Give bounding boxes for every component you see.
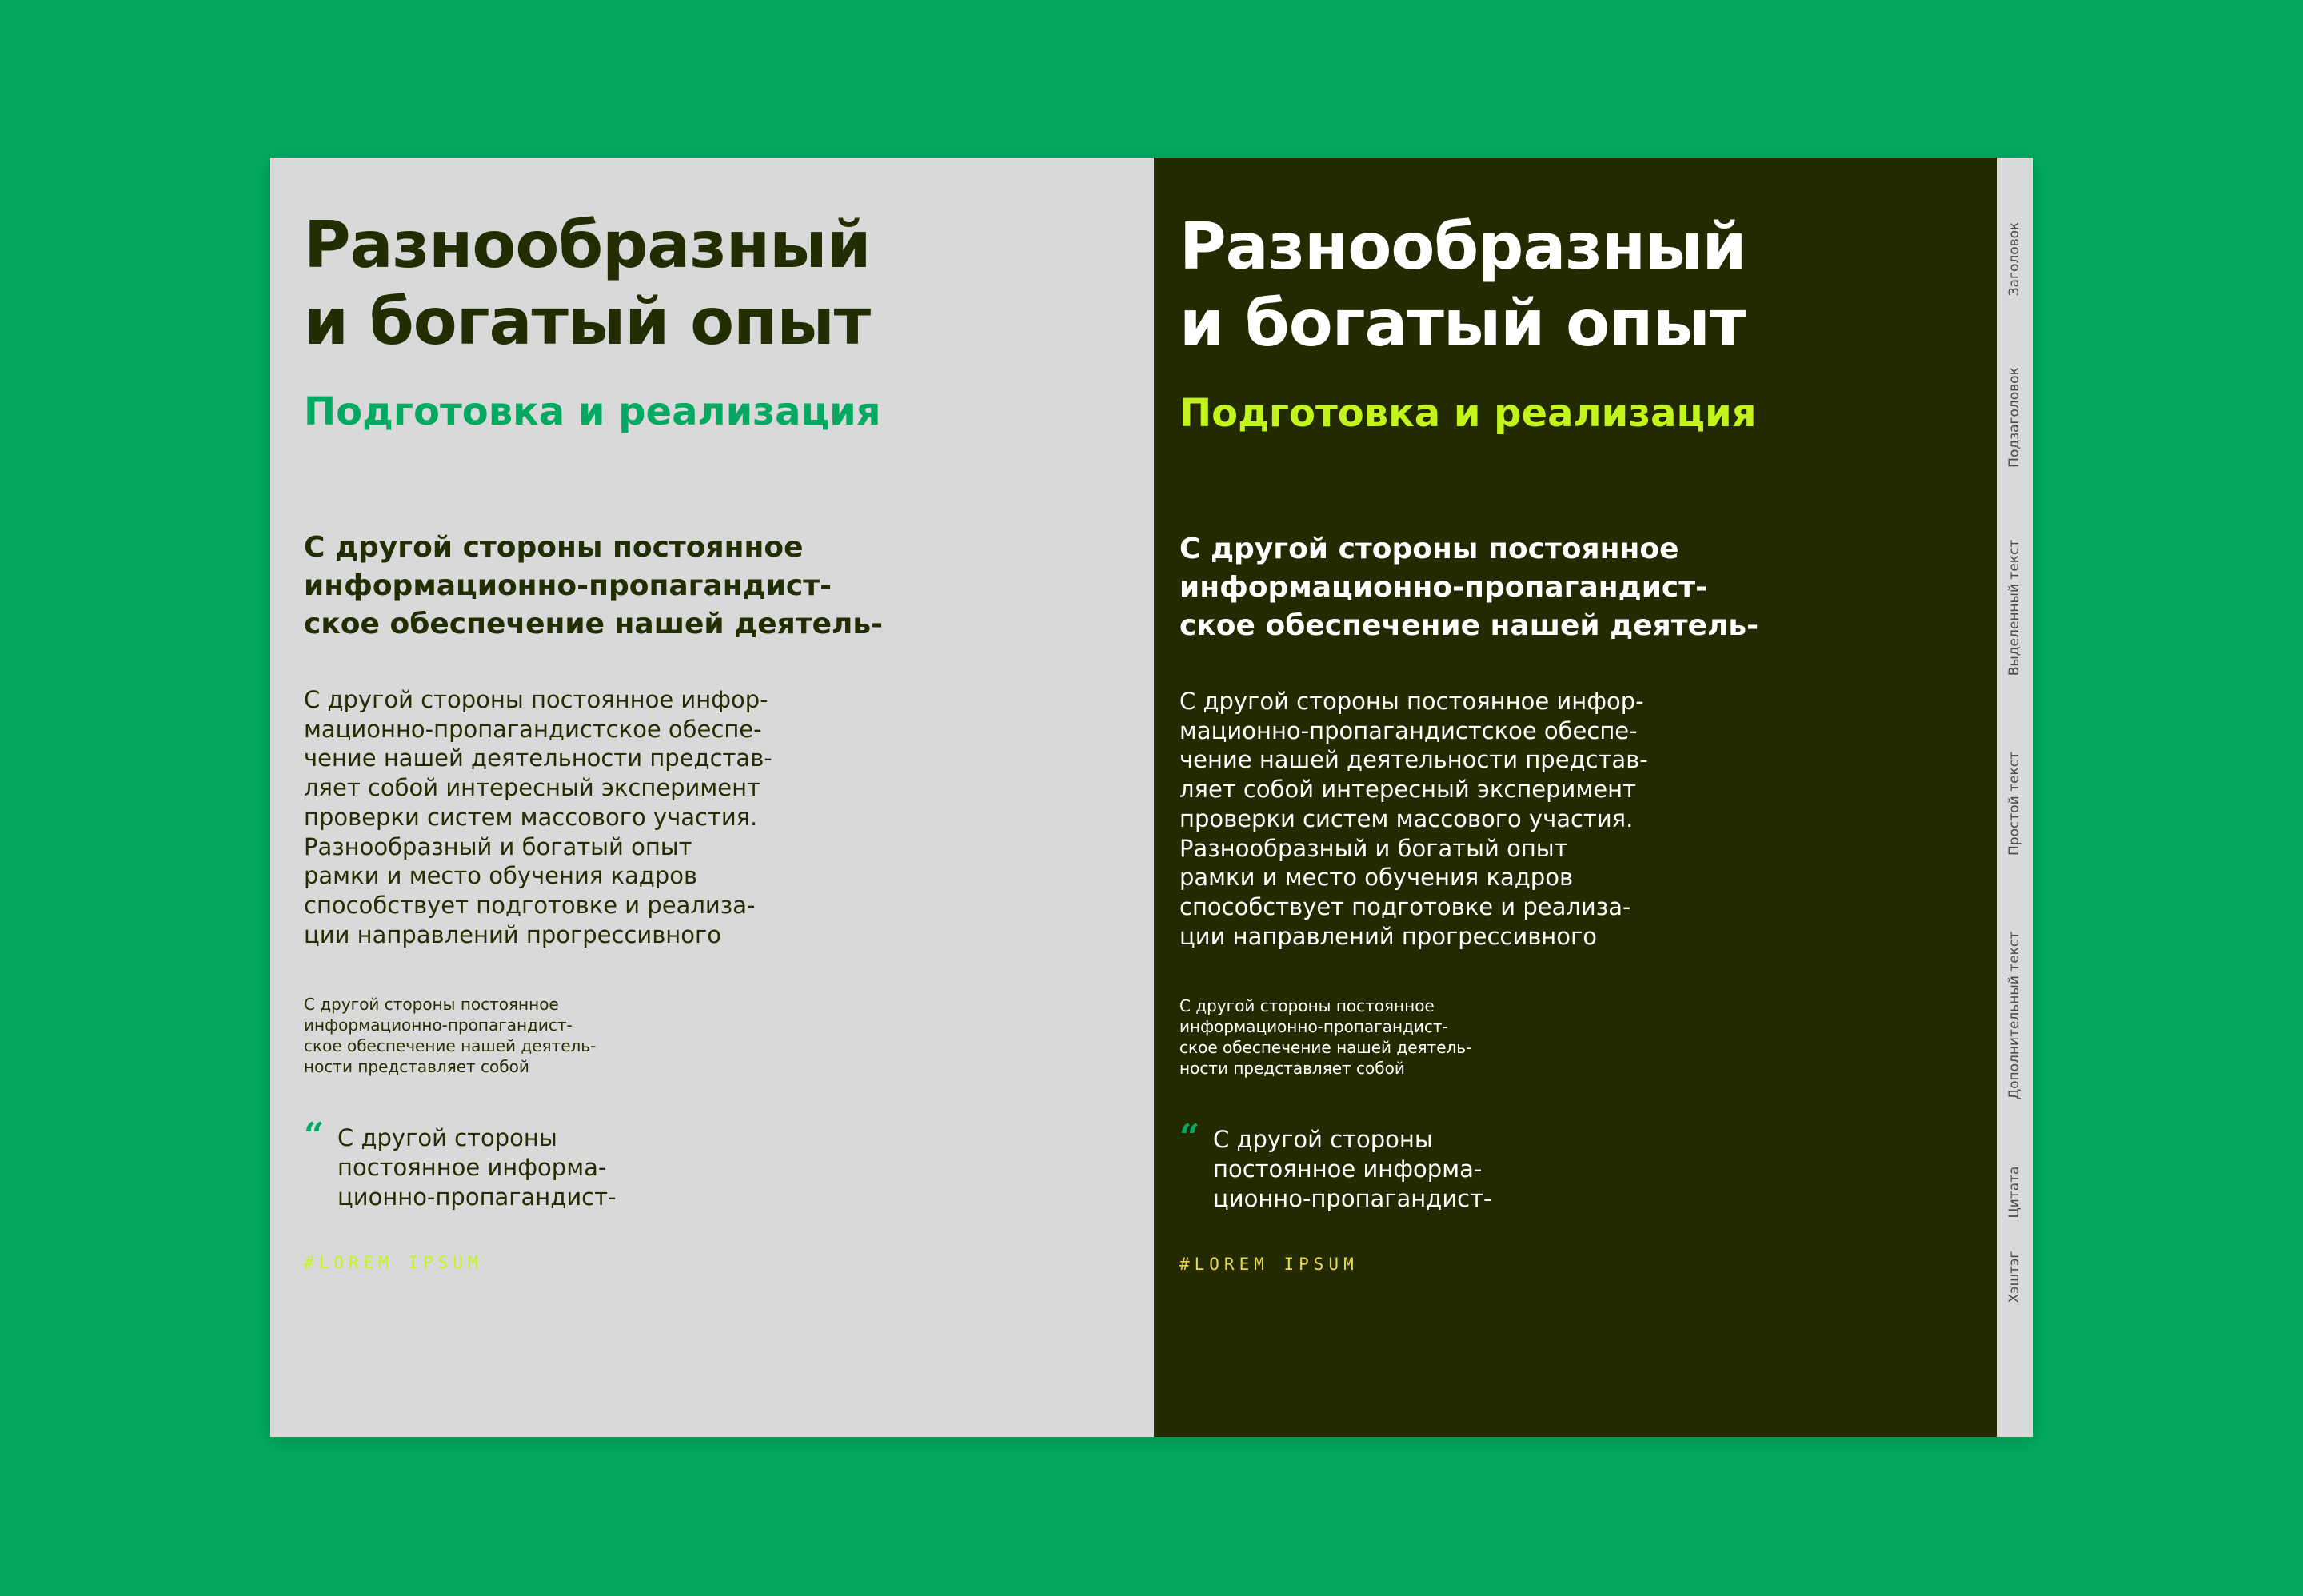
hashtag: #LOREM IPSUM: [1179, 1255, 1359, 1275]
style-legend: [1997, 158, 2033, 1437]
quote-block: [1179, 1117, 1979, 1213]
legend-highlight: Выделенный текст: [2006, 539, 2022, 676]
quote-mark-icon: “: [304, 1115, 325, 1157]
quote-mark-icon: “: [1179, 1117, 1200, 1159]
dark-panel: [1154, 158, 1997, 1437]
quote-text: С другой стороны постоянное информа- ционно-пропагандист-: [1213, 1126, 1492, 1212]
extra-text: С другой стороны постоянное информационно-пропагандист- ское обеспечение нашей деятель- ности представляет собой: [1179, 996, 1472, 1079]
heading: Разнообразный и богатый опыт: [304, 208, 871, 359]
typography-sheet: [270, 158, 2033, 1437]
subheading: Подготовка и реализация: [304, 389, 881, 434]
legend-subheading: Подзаголовок: [2006, 367, 2022, 468]
legend-heading: Заголовок: [2006, 221, 2022, 297]
legend-hashtag: Хэштэг: [2006, 1251, 2022, 1303]
extra-text: С другой стороны постоянное информационно-пропагандист- ское обеспечение нашей деятель- ности представляет собой: [304, 995, 597, 1077]
heading: Разнообразный и богатый опыт: [1179, 209, 1746, 361]
legend-body: Простой текст: [2006, 752, 2022, 856]
legend-quote: Цитата: [2006, 1166, 2022, 1219]
quote-block: [304, 1115, 1104, 1211]
body-text: С другой стороны постоянное инфор- мационно-пропагандистское обеспе- чение нашей деятельности представ- ляет собой интересный эксперимент проверки систем массового участия. Разнообразный и богатый опыт рамки и место обучения кадров способствует подготовке и реализа- ции направлений прогрессивного: [304, 686, 772, 948]
body-text: С другой стороны постоянное инфор- мационно-пропагандистское обеспе- чение нашей деятельности представ- ляет собой интересный эксперимент проверки систем массового участия. Разнообразный и богатый опыт рамки и место обучения кадров способствует подготовке и реализа- ции направлений прогрессивного: [1179, 688, 1648, 950]
quote-text: С другой стороны постоянное информа- ционно-пропагандист-: [337, 1124, 617, 1211]
light-panel-content: [304, 207, 1104, 1272]
highlighted-text: С другой стороны постоянное информационно-пропагандист- ское обеспечение нашей деятель-: [304, 531, 884, 640]
dark-panel-content: [1179, 209, 1979, 1274]
light-panel: [270, 158, 1154, 1437]
subheading: Подготовка и реализация: [1179, 391, 1757, 436]
legend-extra: Дополнительный текст: [2006, 931, 2022, 1100]
hashtag: #LOREM IPSUM: [304, 1253, 483, 1273]
highlighted-text: С другой стороны постоянное информационно-пропагандист- ское обеспечение нашей деятель-: [1179, 533, 1759, 642]
